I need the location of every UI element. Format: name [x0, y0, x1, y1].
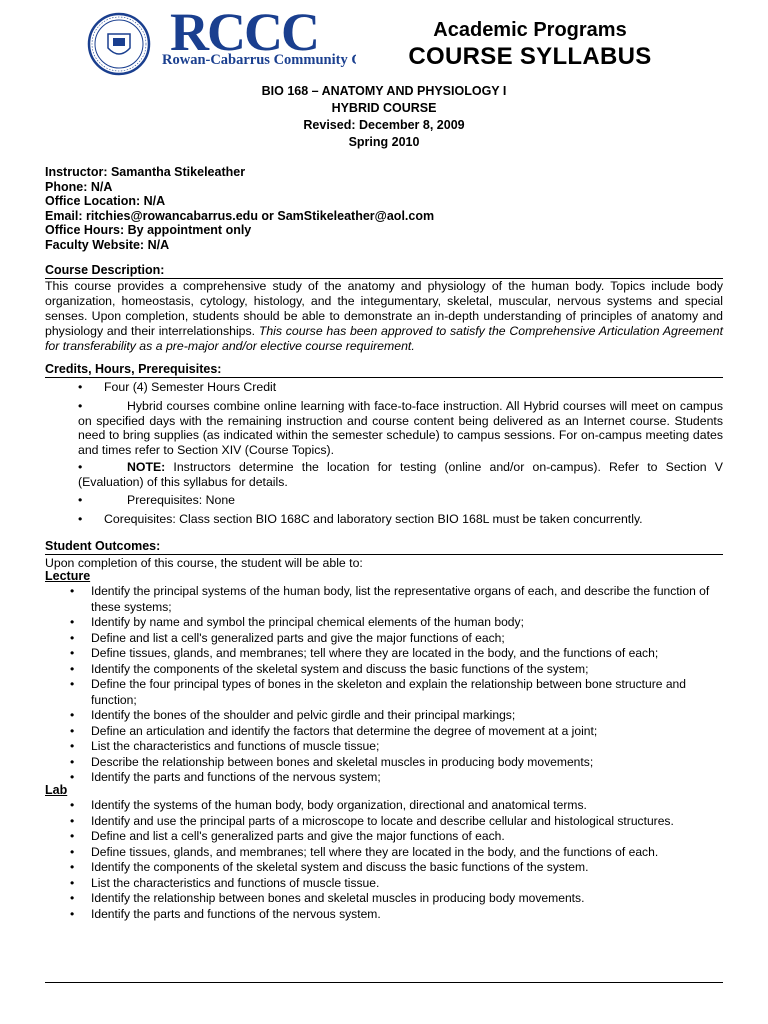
- course-title-block: [0, 83, 768, 151]
- credits-item: [78, 460, 723, 489]
- credits-item: [78, 399, 723, 457]
- logo-college-name: Rowan-Cabarrus Community: [162, 52, 348, 68]
- office-location: Office Location: N/A: [45, 194, 166, 208]
- lecture-outcome-item: • Identify the principal systems of the human body, list the representative organs of each, and describe the function of these systems;: [45, 584, 725, 615]
- credits-item: [78, 493, 723, 508]
- lecture-outcome-item: • Identify the bones of the shoulder and pelvic girdle and their principal markings;: [45, 708, 725, 724]
- term: Spring 2010: [348, 135, 420, 149]
- college-logo: [86, 10, 356, 78]
- lecture-outcome-item: • Identify by name and symbol the principal chemical elements of the human body;: [45, 615, 725, 631]
- logo-mark: RCCC: [170, 10, 318, 62]
- lab-outcome-item: • Define tissues, glands, and membranes; tell where they are located in the body, and the functions of each.: [45, 845, 725, 861]
- note-label: NOTE:: [127, 460, 166, 474]
- course-description-text: [45, 279, 723, 354]
- faculty-website: Faculty Website: N/A: [45, 237, 170, 252]
- lecture-outcome-item: • Define tissues, glands, and membranes; tell where they are located in the body, and the functions of each;: [45, 646, 725, 662]
- lab-outcome-item: • Define and list a cell's generalized parts and give the major functions of each.: [45, 829, 725, 845]
- prerequisites: Prerequisites: None: [127, 493, 235, 507]
- instructor-phone: Phone: N/A: [45, 179, 113, 194]
- lab-label: Lab: [45, 783, 68, 797]
- document-header: [380, 18, 680, 72]
- hybrid-course-note: Hybrid courses combine online learning with face-to-face instruction. All Hybrid courses will meet on campus on specified days with the remaining instruction and course content being delivered as an Internet course. Students need to bring supplies (as indicated within the semester schedule) to campus sessions. For on-campus meeting dates and times refer to Section XIV (Course Topics).: [78, 399, 723, 457]
- lecture-label: Lecture: [45, 569, 91, 583]
- credits-item: [78, 380, 723, 395]
- lab-outcome-item: • Identify and use the principal parts of a microscope to locate and describe cellular and histological structures.: [45, 814, 725, 830]
- header-course-syllabus: COURSE SYLLABUS: [408, 43, 652, 70]
- bullet-icon: •: [78, 493, 83, 507]
- lab-outcomes-list: [45, 798, 725, 922]
- testing-note: Instructors determine the location for testing (online and/or on-campus). Refer to Section V (Evaluation) of this syllabus for details.: [78, 460, 723, 489]
- bullet-icon: •: [78, 512, 83, 526]
- header-academic-programs: Academic Programs: [433, 19, 627, 41]
- lab-outcome-item: • Identify the parts and functions of the nervous system.: [45, 907, 725, 923]
- office-hours: Office Hours: By appointment only: [45, 223, 252, 237]
- lab-outcome-item: • Identify the systems of the human body, body organization, directional and anatomical terms.: [45, 798, 725, 814]
- lecture-outcome-item: • Define and list a cell's generalized parts and give the major functions of each;: [45, 631, 725, 647]
- lecture-outcome-item: • List the characteristics and functions of muscle tissue;: [45, 739, 725, 755]
- lecture-outcome-item: • Define the four principal types of bones in the skeleton and explain the relationship between bone structure and function;: [45, 677, 725, 708]
- description-articulation-note: This course has been approved to satisfy the Comprehensive Articulation Agreement for transferability as a pre-major and/or elective course requirement.: [45, 324, 723, 353]
- course-description-heading: Course Description:: [45, 263, 723, 279]
- lecture-outcome-item: • Identify the components of the skeletal system and discuss the basic functions of the system;: [45, 662, 725, 678]
- lecture-outcome-item: • Identify the parts and functions of the nervous system;: [45, 770, 725, 786]
- instructor-name: Instructor: Samantha Stikeleather: [45, 165, 246, 179]
- bullet-icon: •: [78, 399, 83, 413]
- credits-item: [78, 512, 723, 527]
- lecture-outcome-item: • Define an articulation and identify the factors that determine the degree of movement at a joint;: [45, 724, 725, 740]
- footer-divider: [45, 982, 723, 983]
- lecture-outcomes-list: [45, 584, 725, 786]
- course-title: BIO 168 – ANATOMY AND PHYSIOLOGY I: [261, 84, 507, 98]
- credits-heading: Credits, Hours, Prerequisites:: [45, 362, 723, 378]
- lab-outcome-item: • Identify the components of the skeletal system and discuss the basic functions of the system.: [45, 860, 725, 876]
- college-seal-icon: [86, 10, 356, 78]
- instructor-info: [45, 165, 434, 252]
- bullet-icon: •: [78, 460, 83, 474]
- course-type: HYBRID COURSE: [331, 101, 437, 115]
- credits-hours: Four (4) Semester Hours Credit: [104, 380, 277, 394]
- lecture-outcome-item: • Describe the relationship between bones and skeletal muscles in producing body movements;: [45, 755, 725, 771]
- outcomes-intro: Upon completion of this course, the student will be able to:: [45, 556, 363, 570]
- instructor-email[interactable]: Email: ritchies@rowancabarrus.edu or SamStikeleather@aol.com: [45, 208, 435, 223]
- bullet-icon: •: [78, 380, 83, 394]
- revised-date: Revised: December 8, 2009: [303, 118, 465, 132]
- corequisites: Corequisites: Class section BIO 168C and laboratory section BIO 168L must be taken concurrently.: [104, 512, 643, 526]
- description-body: This course provides a comprehensive study of the anatomy and physiology of the human body. Topics include body organization, homeostasis, cytology, histology, and the integumentary, skeletal, muscular, nervous systems and special senses. Upon completion, students should be able to demonstrate an in-depth understanding of principles of anatomy and physiology and their interrelationships.: [45, 279, 723, 338]
- student-outcomes-heading: Student Outcomes:: [45, 539, 723, 555]
- lab-outcome-item: • Identify the relationship between bones and skeletal muscles in producing body movements.: [45, 891, 725, 907]
- lab-outcome-item: • List the characteristics and functions of muscle tissue.: [45, 876, 725, 892]
